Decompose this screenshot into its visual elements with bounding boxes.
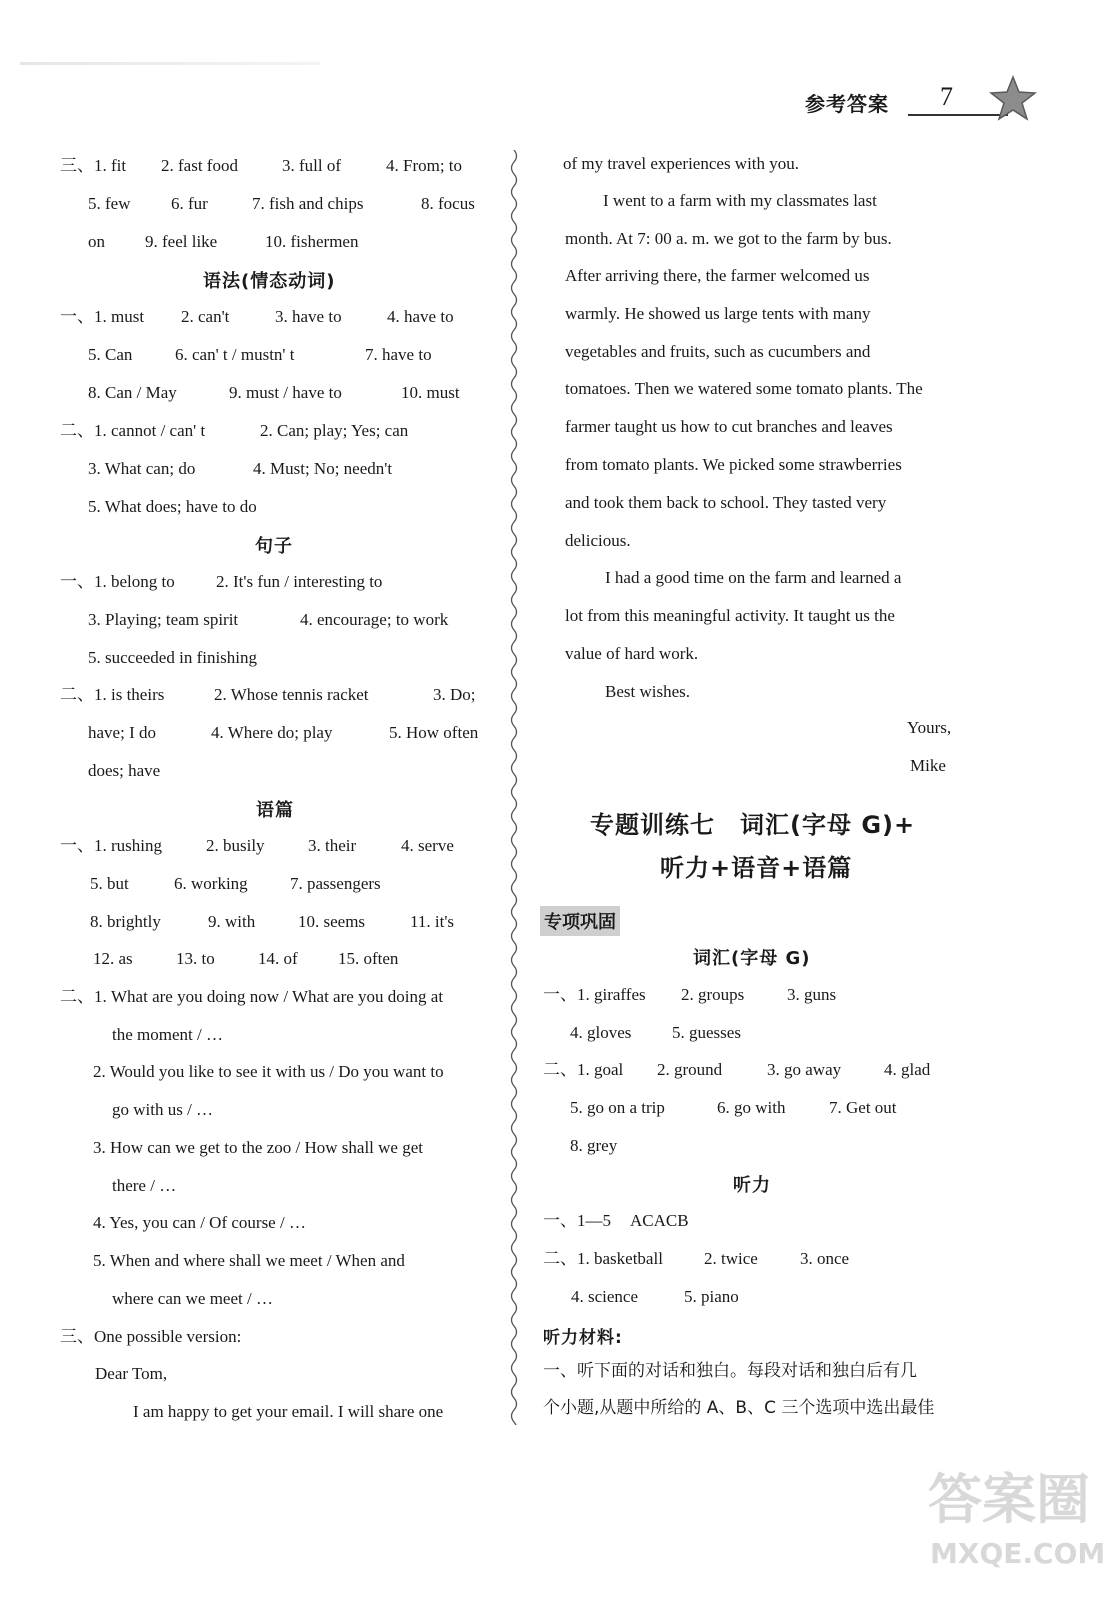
answer-line: 3. Do; — [433, 685, 476, 704]
answer-line: have; I do — [88, 723, 156, 742]
letter-closing: Best wishes. — [605, 682, 690, 701]
letter-line: from tomato plants. We picked some strawberries — [565, 455, 902, 474]
answer-line: 4. Must; No; needn't — [253, 459, 393, 478]
answer-line: 10. fishermen — [265, 232, 359, 251]
letter-greeting: Dear Tom, — [95, 1364, 168, 1383]
answer-line: 10. must — [401, 383, 460, 402]
answer-line: 11. it's — [410, 912, 454, 931]
material-line: 一、听下面的对话和独白。每段对话和独白后有几 — [543, 1361, 917, 1381]
letter-line: lot from this meaningful activity. It taught us the — [565, 606, 895, 625]
letter-line: I had a good time on the farm and learned a — [605, 568, 902, 587]
answer-line: 一、1. belong to — [60, 572, 175, 591]
answer-line: 3. full of — [282, 156, 342, 175]
answer-line: 5. go on a trip — [570, 1098, 665, 1117]
answer-line: 5. How often — [389, 723, 479, 742]
section-heading-grammar: 语法(情态动词) — [203, 271, 336, 292]
answer-line: 二、1. What are you doing now / What are you doing at — [60, 987, 444, 1006]
answer-line: 8. grey — [570, 1136, 618, 1155]
answer-line: 3. Playing; team spirit — [88, 610, 239, 629]
letter-line: and took them back to school. They tasted very — [565, 493, 887, 512]
header-title: 参考答案 — [805, 92, 889, 116]
answer-line: 三、One possible version: — [60, 1327, 242, 1346]
answer-line: there / … — [112, 1176, 177, 1195]
answer-line: ACACB — [630, 1211, 689, 1230]
answer-line: 5. What does; have to do — [88, 497, 257, 516]
answer-line: 12. as — [93, 949, 133, 968]
answer-line: 2. It's fun / interesting to — [216, 572, 383, 591]
letter-line: of my travel experiences with you. — [563, 154, 800, 173]
letter-line: I went to a farm with my classmates last — [603, 191, 877, 210]
letter-signature: Mike — [910, 756, 946, 775]
answer-line: 4. Yes, you can / Of course / … — [93, 1213, 306, 1232]
letter-line: warmly. He showed us large tents with many — [565, 304, 871, 323]
answer-line: 6. working — [174, 874, 248, 893]
column-divider — [506, 150, 522, 1425]
answer-line: 4. From; to — [386, 156, 463, 175]
answer-line: 4. encourage; to work — [300, 610, 449, 629]
letter-line: delicious. — [565, 531, 631, 550]
answer-line: 8. focus — [421, 194, 475, 213]
topic-title: 听力+语音+语篇 — [660, 854, 853, 882]
answer-line: 5. Can — [88, 345, 133, 364]
answer-line: 3. their — [308, 836, 357, 855]
answer-line: does; have — [88, 761, 161, 780]
answer-line: 二、1. cannot / can' t — [60, 421, 206, 440]
answer-line: go with us / … — [112, 1100, 214, 1119]
answer-line: 6. can' t / mustn' t — [175, 345, 295, 364]
letter-line: farmer taught us how to cut branches and leaves — [565, 417, 893, 436]
watermark-url: MXQE.COM — [930, 1537, 1106, 1570]
answer-line: 8. Can / May — [88, 383, 177, 402]
answer-line: 15. often — [338, 949, 399, 968]
answer-line: 2. ground — [657, 1060, 723, 1079]
section-heading-sentence: 句子 — [255, 536, 293, 557]
answer-line: 13. to — [176, 949, 215, 968]
answer-line: 7. fish and chips — [252, 194, 364, 213]
answer-line: 3. go away — [767, 1060, 842, 1079]
answer-line: 二、1. is theirs — [60, 685, 165, 704]
answer-line: 2. Can; play; Yes; can — [260, 421, 409, 440]
top-rule — [20, 62, 320, 65]
answer-line: 一、1. must — [60, 307, 145, 326]
answer-line: 2. groups — [681, 985, 745, 1004]
answer-line: 2. twice — [704, 1249, 758, 1268]
answer-line: 2. Whose tennis racket — [214, 685, 369, 704]
answer-line: 5. succeeded in finishing — [88, 648, 258, 667]
letter-yours: Yours, — [907, 718, 952, 737]
listening-material-label: 听力材料: — [543, 1328, 623, 1348]
page-number: 7 — [940, 82, 953, 111]
letter-line: month. At 7: 00 a. m. we got to the farm by bus. — [565, 229, 892, 248]
answer-line: 2. busily — [206, 836, 265, 855]
consolidate-label: 专项巩固 — [540, 906, 620, 936]
answer-line: on — [88, 232, 105, 251]
answer-line: 7. passengers — [290, 874, 381, 893]
answer-line: 5. guesses — [672, 1023, 741, 1042]
watermark-logo: 答案圈 — [928, 1468, 1090, 1531]
answer-line: the moment / … — [112, 1025, 223, 1044]
answer-line: 5. When and where shall we meet / When and — [93, 1251, 405, 1270]
section-heading-vocab-g: 词汇(字母 G) — [693, 948, 811, 969]
answer-line: 一、1—5 — [543, 1211, 611, 1230]
answer-line: 4. Where do; play — [211, 723, 333, 742]
answer-line: 3. once — [800, 1249, 850, 1268]
answer-line: 4. science — [571, 1287, 639, 1306]
letter-line: tomatoes. Then we watered some tomato plants. The — [565, 379, 923, 398]
answer-line: 2. fast food — [161, 156, 238, 175]
answer-line: 6. fur — [171, 194, 208, 213]
answer-line: 3. How can we get to the zoo / How shall we get — [93, 1138, 423, 1157]
answer-line: 10. seems — [298, 912, 366, 931]
section-heading-listening: 听力 — [733, 1175, 771, 1196]
letter-line: I am happy to get your email. I will share one — [133, 1402, 444, 1421]
answer-line: 8. brightly — [90, 912, 161, 931]
answer-line: 3. What can; do — [88, 459, 196, 478]
answer-line: 5. piano — [684, 1287, 739, 1306]
material-line: 个小题,从题中所给的 A、B、C 三个选项中选出最佳 — [543, 1398, 935, 1418]
answer-line: 6. go with — [717, 1098, 786, 1117]
answer-line: 2. can't — [181, 307, 230, 326]
answer-line: 二、1. basketball — [543, 1249, 663, 1268]
answer-line: 三、1. fit — [60, 156, 127, 175]
answer-line: 4. glad — [884, 1060, 931, 1079]
letter-line: After arriving there, the farmer welcomed us — [565, 266, 870, 285]
letter-line: value of hard work. — [565, 644, 699, 663]
topic-title: 专题训练七 词汇(字母 G)+ — [590, 811, 916, 839]
star-icon — [988, 74, 1038, 124]
answer-line: 9. with — [208, 912, 256, 931]
answer-line: 9. feel like — [145, 232, 218, 251]
answer-line: 一、1. giraffes — [543, 985, 646, 1004]
letter-line: vegetables and fruits, such as cucumbers and — [565, 342, 871, 361]
answer-line: 3. have to — [275, 307, 342, 326]
answer-line: 3. guns — [787, 985, 837, 1004]
answer-line: 14. of — [258, 949, 298, 968]
answer-line: 5. few — [88, 194, 131, 213]
answer-line: 4. gloves — [570, 1023, 632, 1042]
answer-line: where can we meet / … — [112, 1289, 273, 1308]
section-heading-passage: 语篇 — [256, 800, 294, 821]
answer-line: 4. serve — [401, 836, 454, 855]
answer-line: 一、1. rushing — [60, 836, 162, 855]
answer-line: 4. have to — [387, 307, 454, 326]
answer-line: 二、1. goal — [543, 1060, 624, 1079]
answer-line: 2. Would you like to see it with us / Do you want to — [93, 1062, 444, 1081]
answer-line: 9. must / have to — [229, 383, 342, 402]
answer-line: 7. Get out — [829, 1098, 897, 1117]
answer-line: 7. have to — [365, 345, 432, 364]
answer-line: 5. but — [90, 874, 129, 893]
